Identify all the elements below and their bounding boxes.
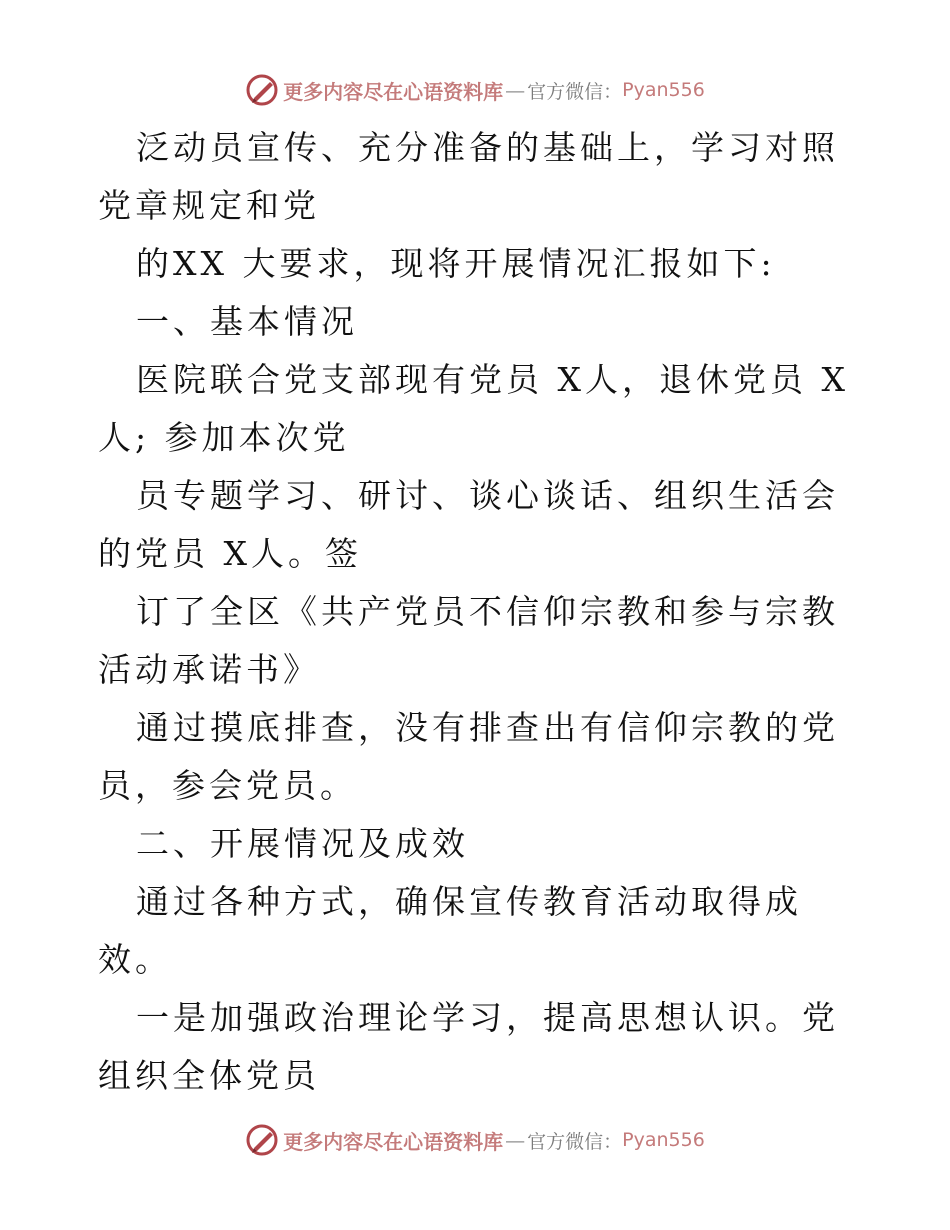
footer-watermark <box>0 1120 950 1160</box>
watermark-separator: — <box>505 1128 526 1152</box>
header-watermark <box>0 70 950 110</box>
paragraph: 泛动员宣传、充分准备的基础上，学习对照党章规定和党 <box>98 128 839 225</box>
paragraph: 通过摸底排查，没有排查出有信仰宗教的党员，参会党员。 <box>98 708 839 805</box>
section-heading: 二、开展情况及成效 <box>136 824 469 863</box>
document-body <box>98 119 858 1105</box>
watermark-main-text: 更多内容尽在心语资料库 <box>283 79 504 104</box>
paragraph: 的XX 大要求，现将开展情况汇报如下: <box>136 244 776 283</box>
watermark-label: 官方微信： <box>527 1130 623 1153</box>
watermark-separator: — <box>505 78 526 102</box>
watermark-label: 官方微信： <box>527 80 623 103</box>
pen-circle-logo-icon <box>245 1123 279 1157</box>
paragraph: 订了全区《共产党员不信仰宗教和参与宗教活动承诺书》 <box>98 592 839 689</box>
paragraph: 员专题学习、研讨、谈心谈话、组织生活会的党员 X人。签 <box>98 476 839 573</box>
watermark-main-text: 更多内容尽在心语资料库 <box>283 1129 504 1154</box>
watermark-wechat-id: Pyan556 <box>622 79 705 101</box>
paragraph: 医院联合党支部现有党员 X人，退休党员 X人; 参加本次党 <box>98 360 849 457</box>
section-heading: 一、基本情况 <box>136 302 358 341</box>
paragraph: 通过各种方式，确保宣传教育活动取得成效。 <box>98 882 802 979</box>
watermark-wechat-id: Pyan556 <box>622 1129 705 1151</box>
paragraph: 一是加强政治理论学习，提高思想认识。党组织全体党员 <box>98 998 839 1095</box>
pen-circle-logo-icon <box>245 73 279 107</box>
